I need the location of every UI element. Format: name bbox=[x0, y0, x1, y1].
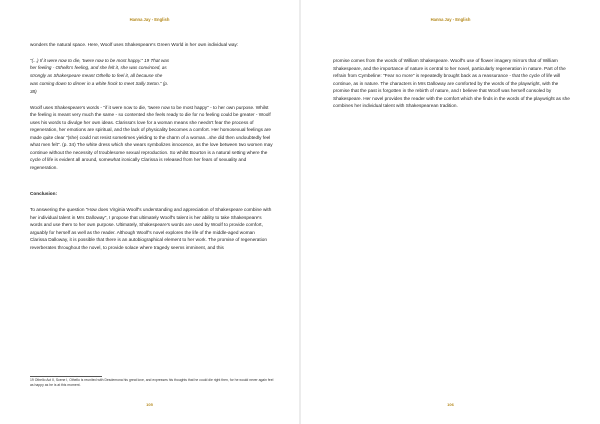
right-page bbox=[301, 0, 600, 424]
block-quote: "(...) If it were now to die, 'twere now to be most happy." 19 That was her feeling - Othello's feeling, and she felt it, she was convinced, as strongly as Shakespeare meant Othello to feel it, all because she was coming down to dinner in a white frock to meet Sally Seton." (p. 38) bbox=[30, 57, 170, 94]
page-number: 106 bbox=[447, 402, 454, 407]
paragraph: Woolf uses Shakespeare's words - "if it were now to die, 'twere now to be most happy" - to her own purpose. Whilst the feeling is meant very much the same - so contented she feels ready to die for no feeling could be greater - Woolf uses his words to divulge her own ideas. Clarissa's love for a woman means she needn't fear the process of regeneration, her emotions are spiritual, and the lack of physicality becomes a comfort. Her homosexual feelings are made quite clear "(she) could not resist sometimes yielding to the charm of a woman...she did then undoubtedly feel what men felt". (p. 34) The white dress which she wears symbolizes innocence, as the love between two women may continue without the necessity of troublesome sexual reproduction. So whilst Bourton is a natural setting where the cycle of life is evident all around, somewhat ironically Clarissa is released from her fears of sexuality and regeneration. bbox=[30, 104, 273, 170]
paragraph: promise comes from the words of William Shakespeare. Woolf's use of flower imagery mirrors that of William Shakespeare, and the importance of nature is central to her novel, particularly regeneration in nature. Part of the refrain from Cymbeline: "Fear no more" is repeatedly brought back as a reassurance - that the cycle of life will continue, as in nature. The characters in Mrs Dalloway are comforted by the words of the playwright, with the promise that the past is forgotten in the rebirth of nature, and I believe that Woolf was herself consoled by Shakespeare. Her novel provides the reader with the comfort which she finds in the words of the playwright as she combines her individual talent with Shakespearean tradition. bbox=[333, 58, 570, 109]
paragraph: To answering the question "How does Virginia Woolf's understanding and appreciation of Shakespeare combine with her individual talent in Mrs Dalloway", I propose that ultimately Woolf's talent is her ability to take Shakespeare's words and use them to her own purpose. Ultimately, Shakespeare's words are used by Woolf to provide comfort, arguably for herself as well as the reader. Although Woolf's novel explores the life of the middle-aged woman Clarissa Dalloway, it is possible that there is an autobiographical element to her work. The promise of regeneration reverberates throughout the novel, to provide solace where tragedy seems imminent, and this bbox=[30, 207, 272, 250]
running-head: Hanna Jay - English bbox=[430, 17, 471, 22]
footnote-rule bbox=[30, 376, 102, 377]
section-heading: Conclusion: bbox=[30, 191, 58, 197]
left-page bbox=[0, 0, 299, 424]
page-number: 105 bbox=[146, 402, 153, 407]
paragraph: wonders the natural space. Here, Woolf uses Shakespeare's Green World in her own individual way: bbox=[30, 42, 239, 47]
page-body bbox=[333, 57, 571, 110]
footnote: 19 Othello Act II, Scene I, Othello is reunited with Desdemona his great love, and expresses his thoughts that he could die right then, for he would never again feel as happy as he is at this moment. bbox=[30, 378, 274, 388]
running-head: Hanna Jay - English bbox=[129, 17, 170, 22]
page-body bbox=[30, 41, 273, 251]
